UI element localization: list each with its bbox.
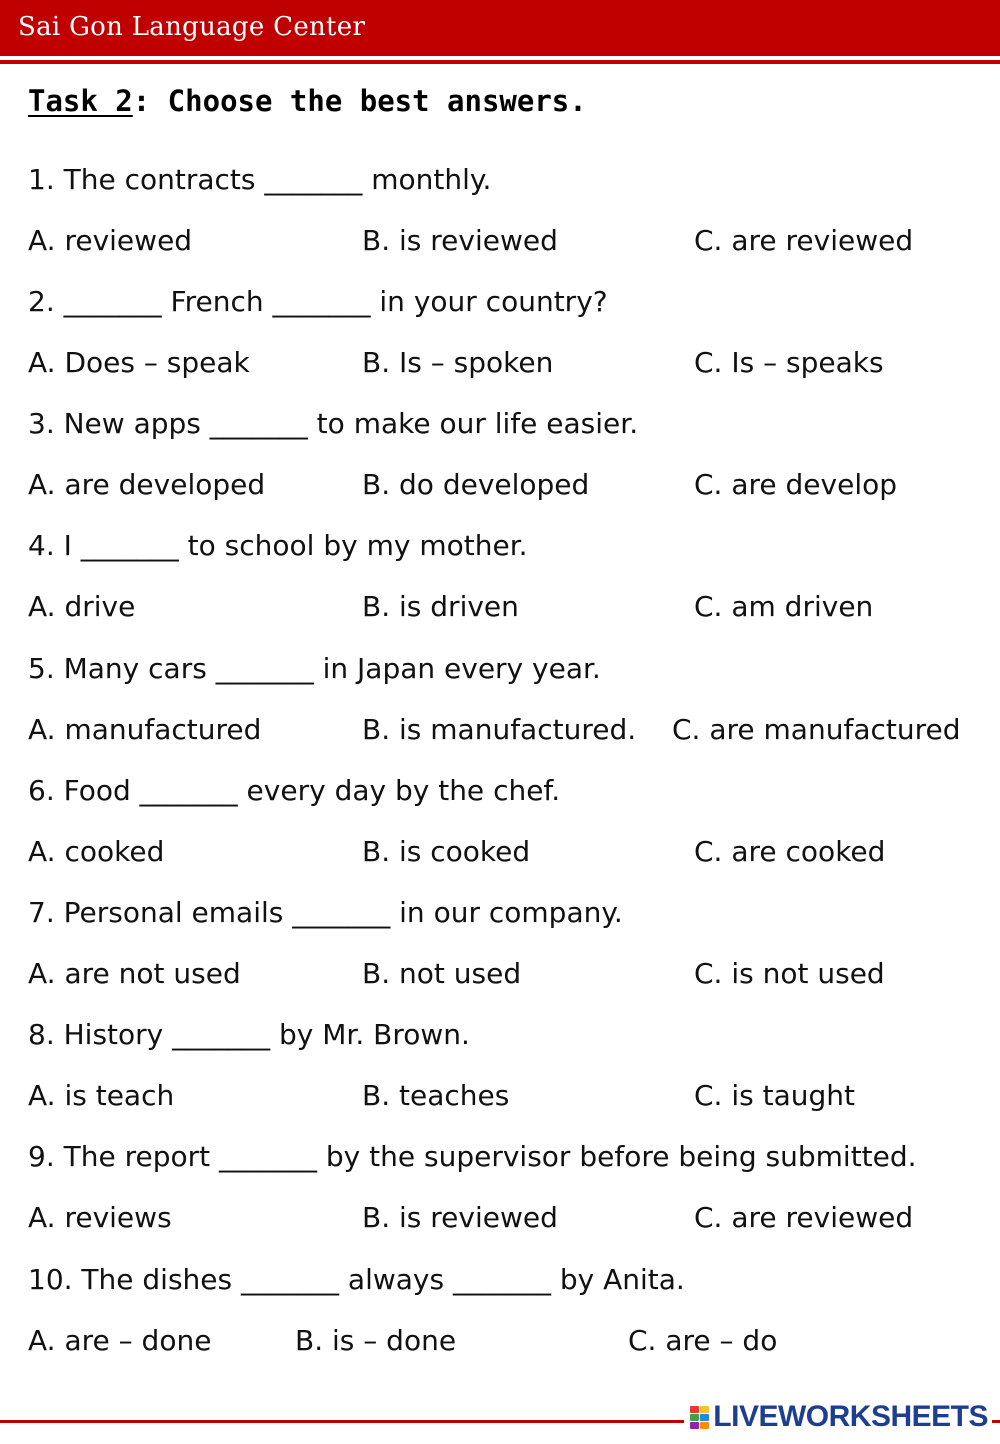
option-8b[interactable]: B. teaches: [362, 1079, 510, 1112]
option-10b[interactable]: B. is – done: [295, 1324, 457, 1357]
option-5a[interactable]: A. manufactured: [28, 713, 262, 746]
option-3b[interactable]: B. do developed: [362, 468, 590, 501]
option-8a[interactable]: A. is teach: [28, 1079, 175, 1112]
question-2: 2. _______ French _______ in your country?: [28, 285, 608, 318]
option-9c[interactable]: C. are reviewed: [694, 1201, 914, 1234]
header-divider: [0, 60, 1000, 64]
task-label: Task 2: [28, 84, 133, 118]
option-10a[interactable]: A. are – done: [28, 1324, 212, 1357]
option-7a[interactable]: A. are not used: [28, 957, 241, 990]
footer-brand[interactable]: [684, 1402, 992, 1432]
option-2c[interactable]: C. Is – speaks: [694, 346, 884, 379]
liveworksheets-logo-icon: [690, 1404, 710, 1430]
task-instruction: : Choose the best answers.: [132, 84, 587, 118]
question-3: 3. New apps _______ to make our life easier.: [28, 407, 639, 440]
option-1c[interactable]: C. are reviewed: [694, 224, 914, 257]
option-6c[interactable]: C. are cooked: [694, 835, 886, 868]
header-bar: [0, 0, 1000, 56]
option-6a[interactable]: A. cooked: [28, 835, 165, 868]
option-8c[interactable]: C. is taught: [694, 1079, 855, 1112]
option-4c[interactable]: C. am driven: [694, 590, 874, 623]
option-4a[interactable]: A. drive: [28, 590, 136, 623]
option-10c[interactable]: C. are – do: [628, 1324, 778, 1357]
option-3c[interactable]: C. are develop: [694, 468, 898, 501]
question-7: 7. Personal emails _______ in our company.: [28, 896, 623, 929]
option-9b[interactable]: B. is reviewed: [362, 1201, 558, 1234]
option-1a[interactable]: A. reviewed: [28, 224, 193, 257]
option-4b[interactable]: B. is driven: [362, 590, 519, 623]
question-10: 10. The dishes _______ always _______ by Anita.: [28, 1263, 685, 1296]
question-8: 8. History _______ by Mr. Brown.: [28, 1018, 470, 1051]
question-9: 9. The report _______ by the supervisor before being submitted.: [28, 1140, 917, 1173]
option-3a[interactable]: A. are developed: [28, 468, 266, 501]
header-title: Sai Gon Language Center: [18, 12, 366, 42]
task-title: [28, 84, 587, 118]
option-1b[interactable]: B. is reviewed: [362, 224, 558, 257]
option-9a[interactable]: A. reviews: [28, 1201, 172, 1234]
option-2b[interactable]: B. Is – spoken: [362, 346, 554, 379]
option-5c[interactable]: C. are manufactured: [672, 713, 961, 746]
option-2a[interactable]: A. Does – speak: [28, 346, 250, 379]
question-6: 6. Food _______ every day by the chef.: [28, 774, 561, 807]
option-7c[interactable]: C. is not used: [694, 957, 885, 990]
option-6b[interactable]: B. is cooked: [362, 835, 531, 868]
question-5: 5. Many cars _______ in Japan every year.: [28, 652, 601, 685]
question-1: 1. The contracts _______ monthly.: [28, 163, 492, 196]
option-7b[interactable]: B. not used: [362, 957, 522, 990]
brand-name: LIVEWORKSHEETS: [713, 1400, 988, 1433]
option-5b[interactable]: B. is manufactured.: [362, 713, 637, 746]
question-4: 4. I _______ to school by my mother.: [28, 529, 528, 562]
